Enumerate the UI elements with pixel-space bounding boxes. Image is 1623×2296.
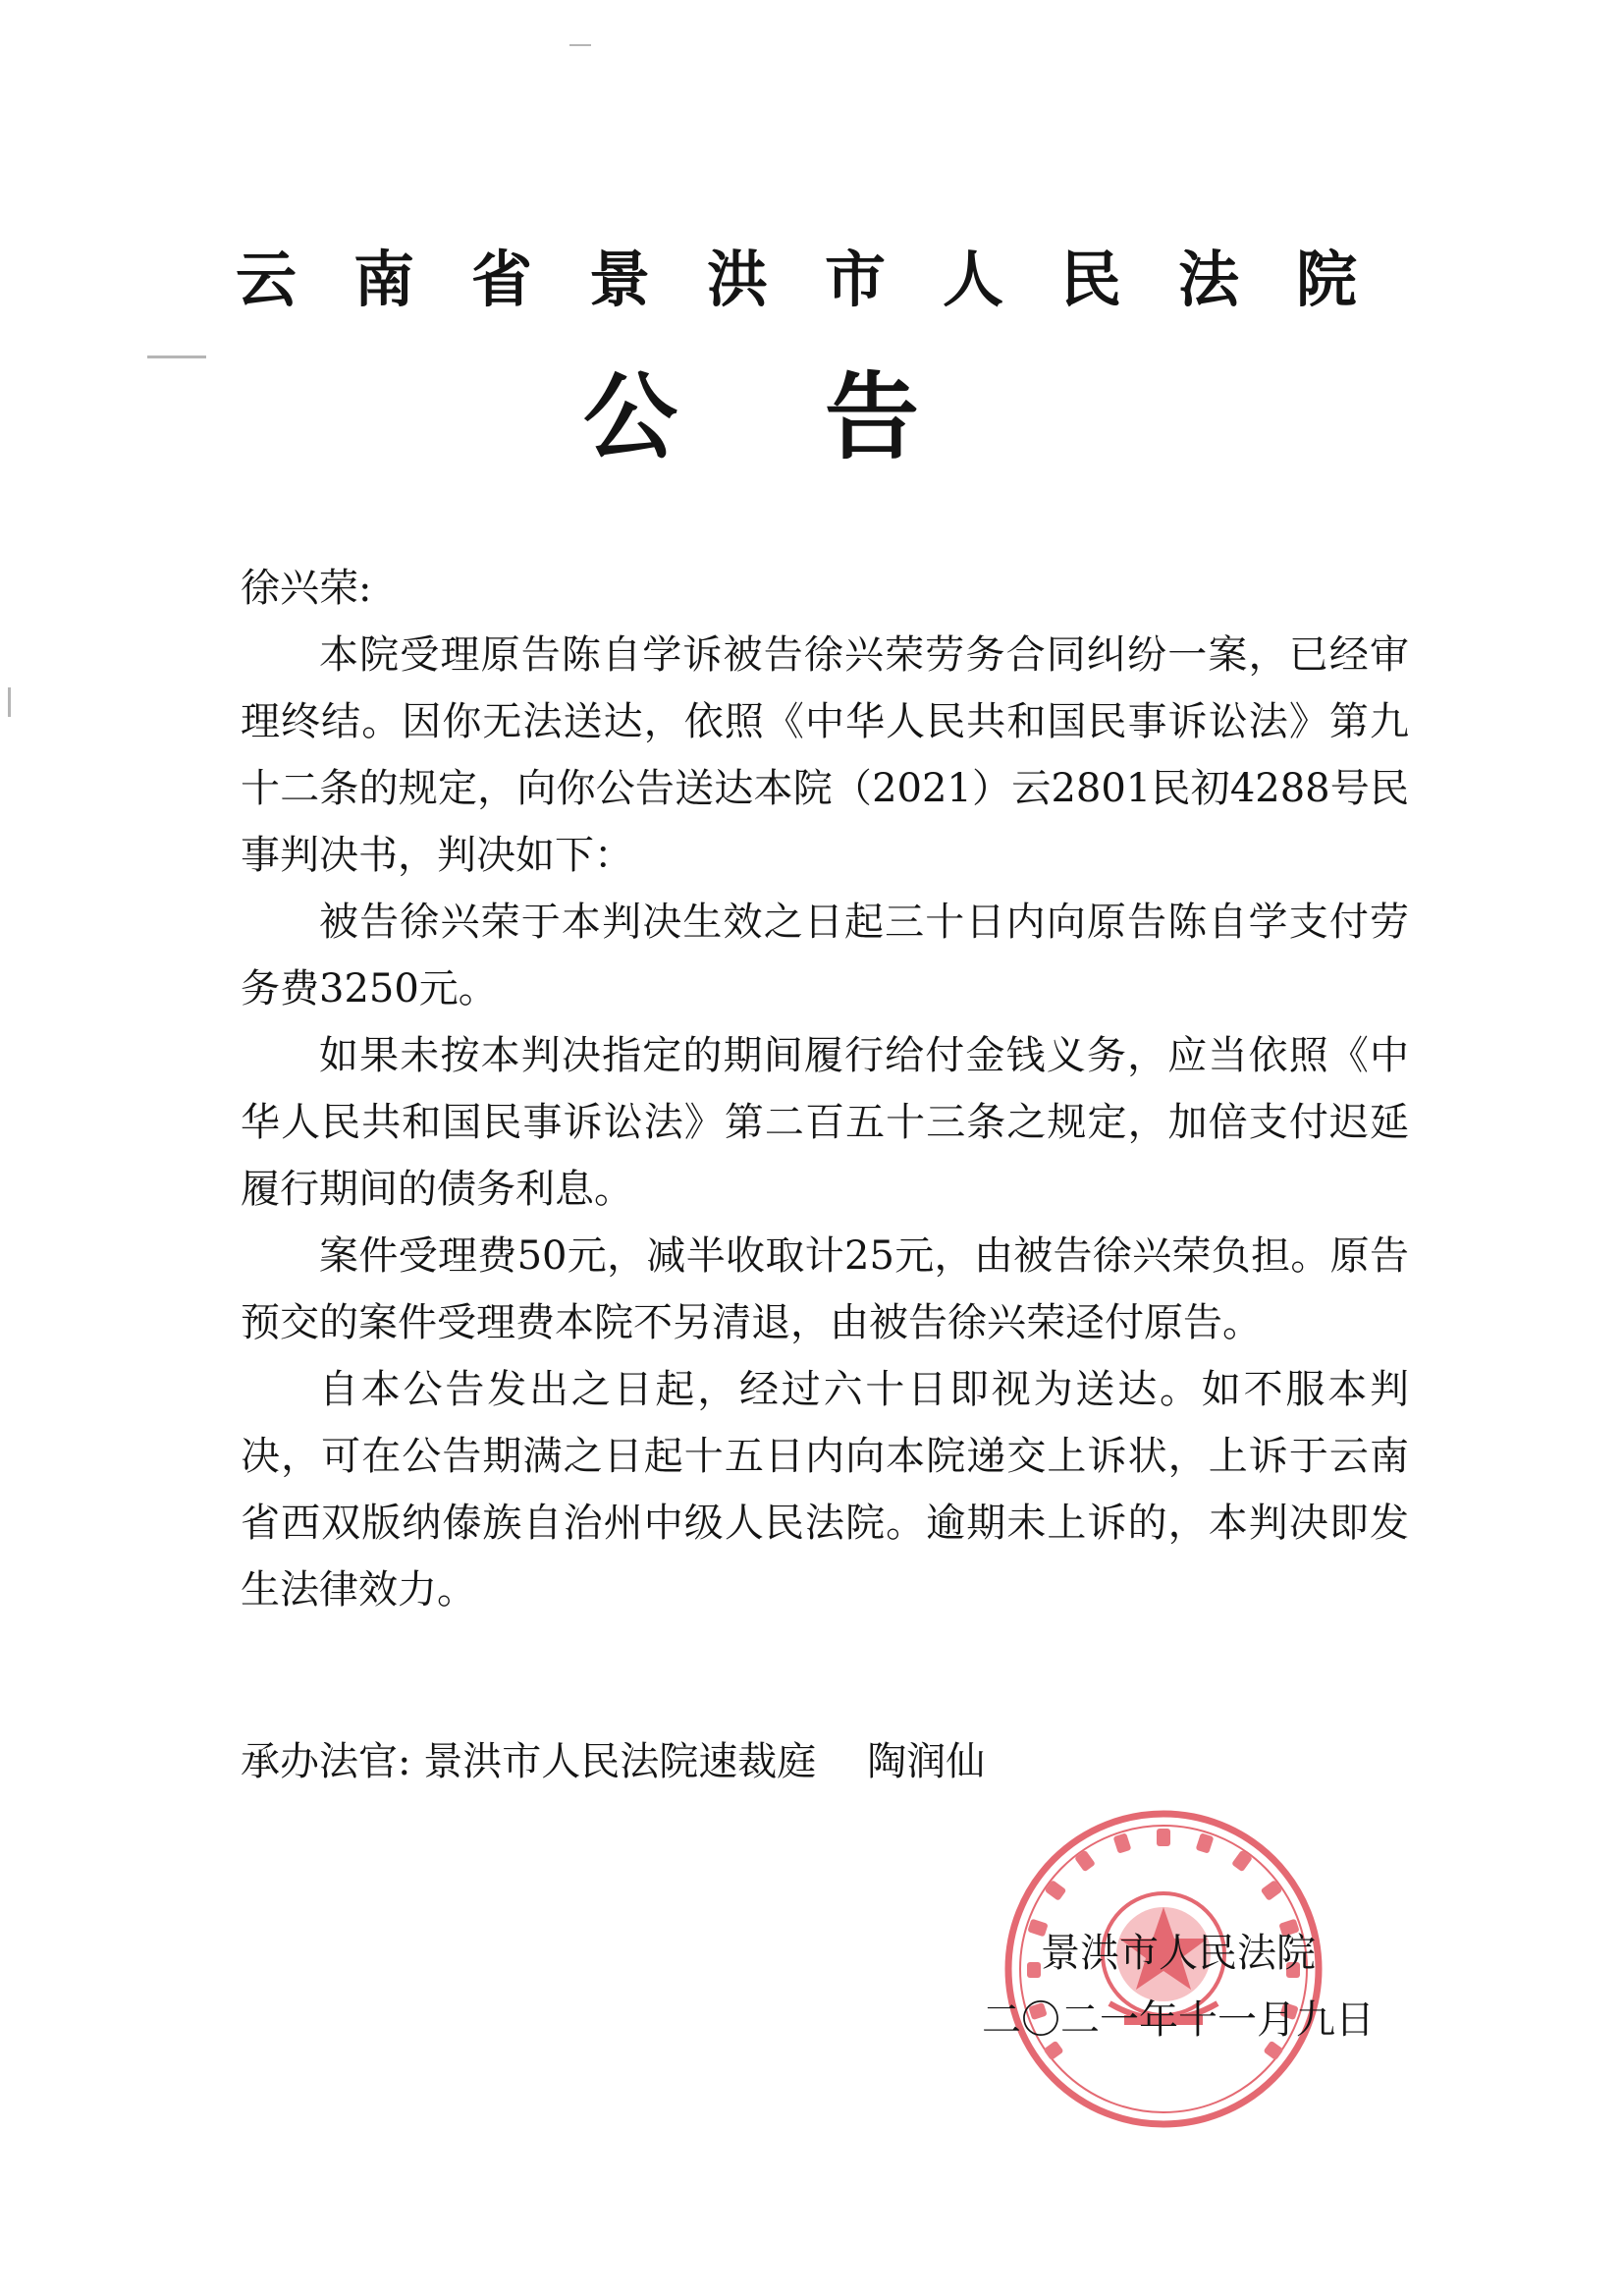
paragraph-fees: 案件受理费50元，减半收取计25元，由被告徐兴荣负担。原告预交的案件受理费本院不另清退，由被告徐兴荣迳付原告。	[241, 1233, 1409, 1345]
judge-department: 景洪市人民法院速裁庭	[423, 1739, 817, 1784]
scan-speck	[147, 355, 206, 358]
signature-block	[943, 1920, 1375, 2053]
paragraph-judgment: 被告徐兴荣于本判决生效之日起三十日内向原告陈自学支付劳务费3250元。	[241, 900, 1409, 1011]
judge-name: 陶润仙	[867, 1739, 986, 1784]
paragraph-case-summary: 本院受理原告陈自学诉被告徐兴荣劳务合同纠纷一案，已经审理终结。因你无法送达，依照《中华人民共和国民事诉讼法》第九十二条的规定，向你公告送达本院（2021）云2801民初4288号民事判决书，判决如下：	[241, 632, 1409, 878]
issue-date: 二〇二一年十一月九日	[982, 1997, 1375, 2043]
presiding-judge-line	[241, 1728, 1409, 1795]
paragraph-late-interest: 如果未按本判决指定的期间履行给付金钱义务，应当依照《中华人民共和国民事诉讼法》第二百五十三条之规定，加倍支付迟延履行期间的债务利息。	[241, 1033, 1409, 1212]
addressee: 徐兴荣:	[241, 566, 372, 611]
scan-speck	[569, 44, 591, 46]
scan-speck	[8, 687, 11, 717]
court-name: 云南省景洪市人民法院	[236, 244, 1415, 315]
document-title: 公告	[583, 362, 1066, 472]
judge-label: 承办法官:	[241, 1739, 411, 1784]
issuing-court: 景洪市人民法院	[1041, 1931, 1316, 1976]
paragraph-appeal: 自本公告发出之日起，经过六十日即视为送达。如不服本判决，可在公告期满之日起十五日内向本院递交上诉状，上诉于云南省西双版纳傣族自治州中级人民法院。逾期未上诉的，本判决即发生法律效力。	[241, 1367, 1409, 1613]
notice-body	[241, 555, 1409, 1623]
